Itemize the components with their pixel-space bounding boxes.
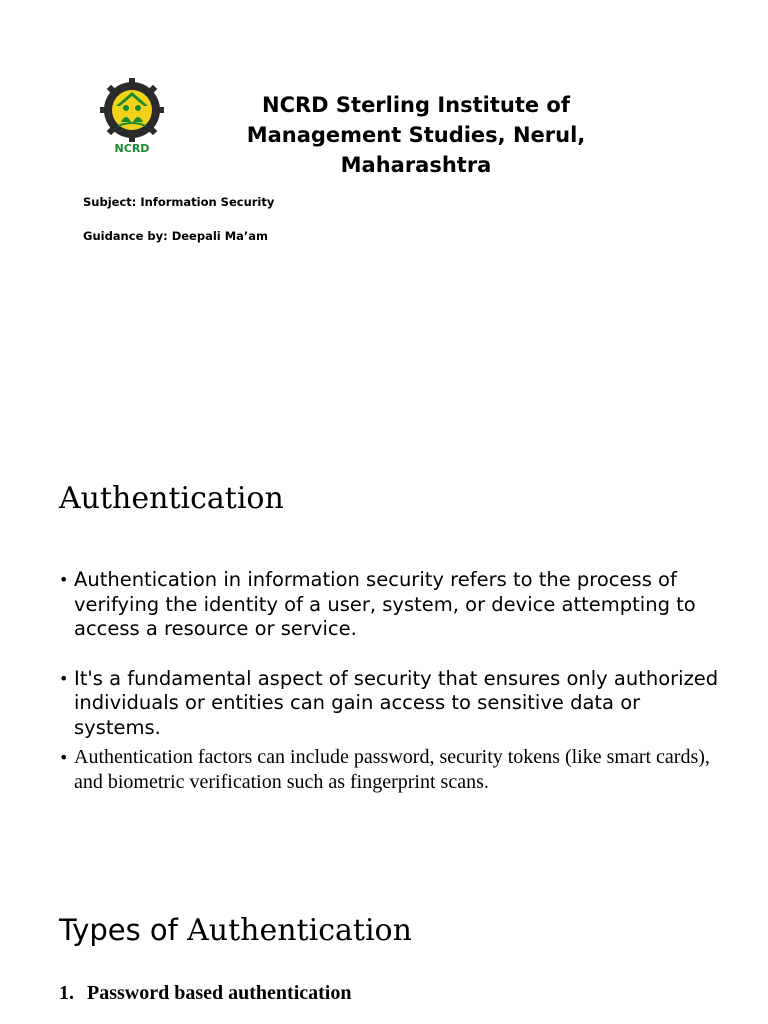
bullet-item	[59, 745, 719, 795]
document-header	[96, 70, 696, 177]
bullet-dot-icon: •	[59, 748, 69, 767]
guidance-line: Guidance by: Deepali Ma’am	[83, 229, 269, 243]
bullet-dot-icon: •	[59, 570, 69, 589]
bullet-item	[59, 667, 719, 741]
heading-part-types-of: Types of	[59, 913, 188, 947]
authentication-bullet-list	[59, 568, 719, 795]
ncrd-logo	[96, 76, 168, 156]
institute-title: NCRD Sterling Institute of Management Studies, Nerul, Maharashtra	[246, 93, 586, 177]
item-label: Password based authentication	[87, 982, 352, 1004]
types-of-authentication-heading	[59, 911, 412, 950]
ncrd-logo-emblem-icon	[96, 76, 168, 156]
heading-part-authentication: Authentication	[187, 913, 412, 948]
bullet-text: Authentication in information security refers to the process of verifying the identity of a user, system, or device attempting to access a resource or service.	[74, 568, 696, 640]
bullet-text: It's a fundamental aspect of security that ensures only authorized individuals or entities can gain access to sensitive data or systems.	[74, 666, 719, 739]
item-number: 1.	[59, 982, 74, 1004]
subject-line: Subject: Information Security	[83, 195, 275, 209]
bullet-text: Authentication factors can include password, security tokens (like smart cards), and biometric verification such as fingerprint scans.	[74, 746, 710, 793]
bullet-item	[59, 568, 719, 642]
authentication-heading: Authentication	[59, 481, 284, 516]
bullet-dot-icon: •	[59, 668, 69, 688]
numbered-list-item	[59, 980, 351, 1006]
logo-wordmark: NCRD	[114, 142, 150, 155]
